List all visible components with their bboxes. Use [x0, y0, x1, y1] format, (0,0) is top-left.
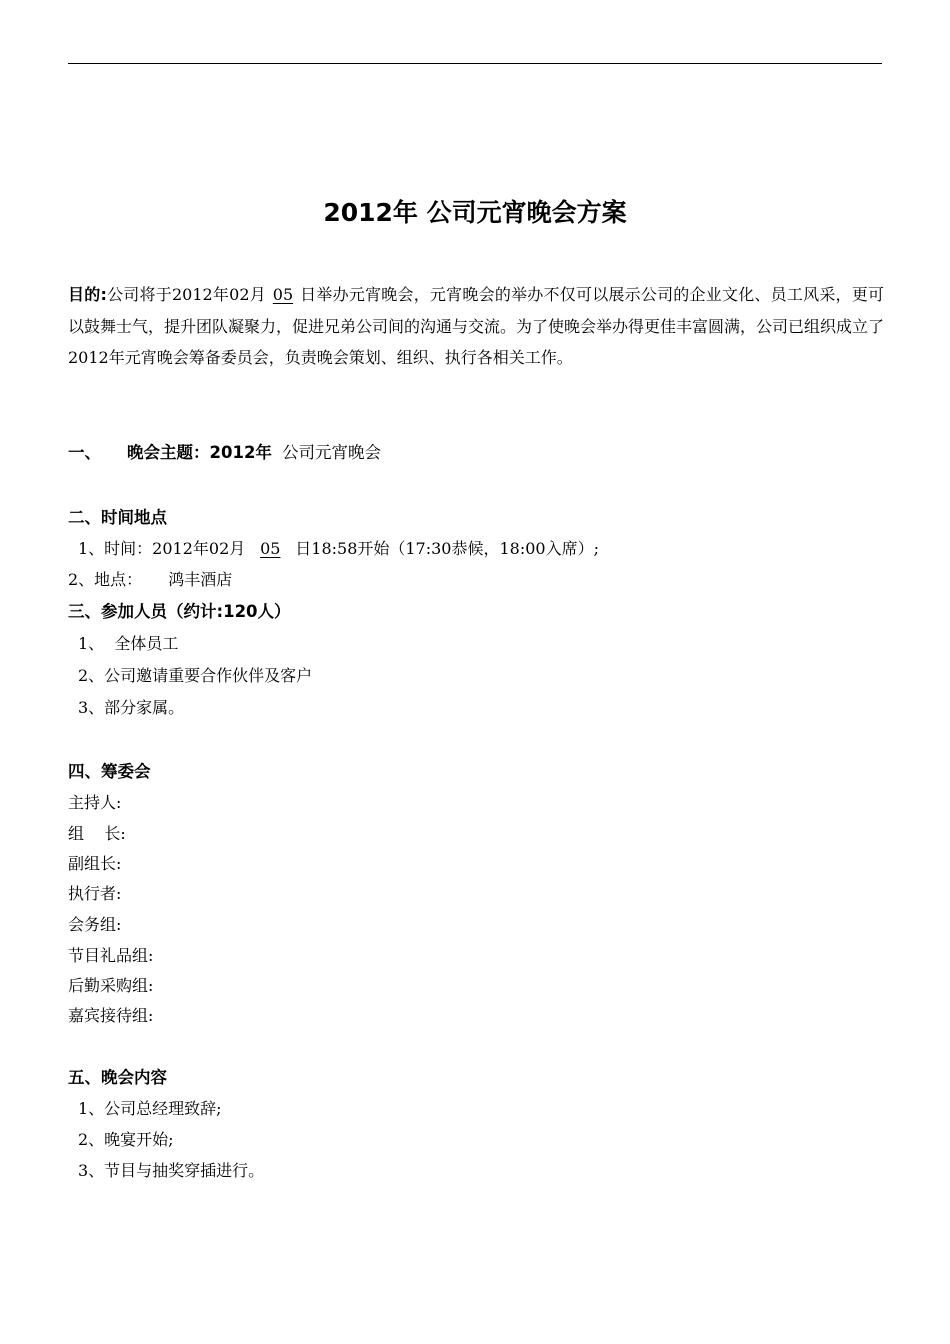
section1-heading: [68, 441, 381, 465]
committee-role: 嘉宾接待组:: [68, 1006, 154, 1025]
place-label: 2、地点：: [68, 570, 143, 589]
attendee-item: 3、部分家属。: [78, 698, 185, 717]
time-prefix: 1、时间：2012年02月: [78, 539, 246, 558]
committee-role: 会务组:: [68, 915, 122, 934]
purpose-label: 目的:: [68, 285, 107, 304]
header-rule: [68, 63, 882, 64]
committee-role: 主持人:: [68, 793, 122, 812]
attendee-item: 1、 全体员工: [78, 634, 179, 653]
time-suffix: 日18:58开始（17:30恭候，18:00入席）;: [295, 539, 599, 558]
program-item: 1、公司总经理致辞;: [78, 1099, 222, 1118]
program-item: 3、节目与抽奖穿插进行。: [78, 1161, 265, 1180]
committee-role: 副组长:: [68, 854, 122, 873]
committee-role: 执行者:: [68, 884, 122, 903]
program-item: 2、晚宴开始;: [78, 1130, 174, 1149]
section2-heading: 二、时间地点: [68, 508, 167, 527]
attendee-item: 2、公司邀请重要合作伙伴及客户: [78, 666, 313, 685]
section1-number: 一、: [68, 443, 101, 462]
section5-heading: 五、晚会内容: [68, 1068, 167, 1087]
purpose-text-before-date: 公司将于2012年02月: [106, 285, 266, 304]
time-day: 05: [260, 539, 281, 558]
committee-role: 节目礼品组:: [68, 946, 154, 965]
section1-value: 公司元宵晚会: [281, 443, 381, 462]
committee-role: 组 长:: [68, 824, 126, 843]
place-line: [68, 568, 232, 592]
section4-heading: 四、筹委会: [68, 762, 151, 781]
purpose-text-after-date: 日举办元宵晚会，元宵晚会的举办不仅可以展示公司的企业文化、员工风采，更可以鼓舞士气，提升团队凝聚力，促进兄弟公司间的沟通与交流。为了使晚会举办得更佳丰富圆满，公司已组织成立了2012年元宵晚会筹备委员会，负责晚会策划、组织、执行各相关工作。: [68, 285, 885, 367]
section1-label: 晚会主题：2012年: [127, 443, 272, 462]
time-line: [68, 537, 599, 561]
place-value: 鸿丰酒店: [168, 570, 233, 589]
document-title: 2012年 公司元宵晚会方案: [323, 198, 627, 227]
purpose-paragraph: [68, 279, 884, 374]
purpose-date-day: 05: [272, 285, 294, 304]
committee-role: 后勤采购组:: [68, 976, 154, 995]
section3-heading: 三、参加人员（约计:120人）: [68, 602, 291, 621]
